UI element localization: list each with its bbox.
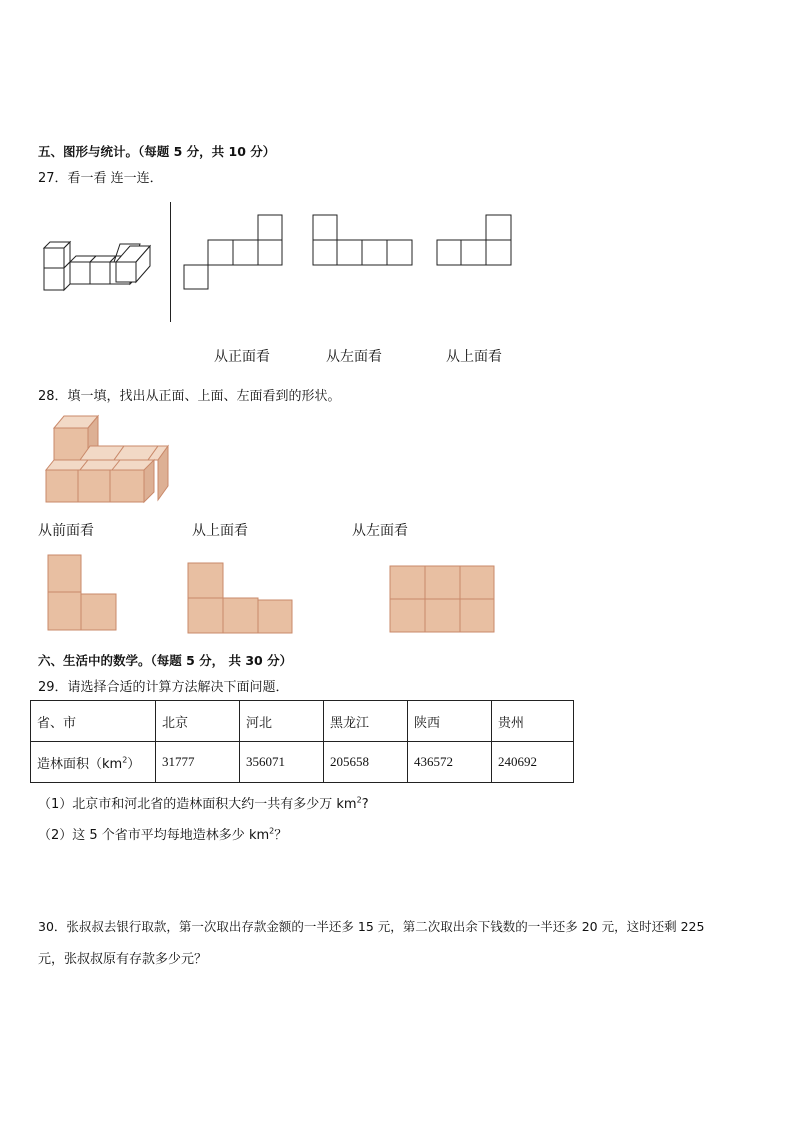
view-label-top: 从上面看 [446, 349, 502, 365]
q28-answer-top [187, 562, 295, 634]
q27-view-shape-1 [183, 214, 283, 290]
q28-label-top: 从上面看 [192, 523, 248, 539]
q28-answer-left [389, 565, 497, 635]
value-cell: 240692 [492, 742, 574, 783]
header-cell: 省、市 [31, 701, 156, 742]
q28-label-left: 从左面看 [352, 523, 408, 539]
afforestation-table [30, 700, 574, 783]
header-cell: 黑龙江 [324, 701, 408, 742]
q29-subquestion-1: （1）北京市和河北省的造林面积大约一共有多少万 $km^2$? [38, 795, 369, 812]
q28-answer-front [47, 554, 119, 632]
table-header-row [31, 701, 574, 742]
question-29-text: 29．请选择合适的计算方法解决下面问题． [38, 680, 289, 695]
value-cell: 31777 [156, 742, 240, 783]
value-cell: 436572 [408, 742, 492, 783]
value-cell: 205658 [324, 742, 408, 783]
q28-label-front: 从前面看 [38, 523, 94, 539]
question-28-text: 28．填一填，找出从正面、上面、左面看到的形状。 [38, 389, 341, 404]
header-cell: 陕西 [408, 701, 492, 742]
q27-3d-figure [40, 238, 160, 294]
q29-subquestion-2: （2）这 5 个省市平均每地造林多少 $km^2$？ [38, 826, 288, 843]
question-30-line-1: 30．张叔叔去银行取款，第一次取出存款金额的一半还多 15 元，第二次取出余下钱数的一半还多 20 元，这时还剩 225 [38, 919, 705, 934]
header-cell: 北京 [156, 701, 240, 742]
question-27-text: 27．看一看 连一连． [38, 171, 163, 186]
section-5-title: 五、图形与统计。（每题 5 分，共 10 分） [38, 144, 276, 159]
value-cell: 356071 [240, 742, 324, 783]
header-cell: 河北 [240, 701, 324, 742]
q27-view-shape-3 [436, 214, 514, 266]
header-cell: 贵州 [492, 701, 574, 742]
view-label-left: 从左面看 [326, 349, 382, 365]
view-label-front: 从正面看 [214, 349, 270, 365]
q27-view-shape-2 [312, 214, 414, 266]
q28-3d-cubes [44, 414, 170, 504]
table-row [31, 742, 574, 783]
question-30-line-2: 元，张叔叔原有存款多少元？ [38, 952, 208, 967]
vertical-divider [170, 202, 171, 322]
section-6-title: 六、生活中的数学。（每题 5 分， 共 30 分） [38, 653, 293, 668]
row-label-cell: 造林面积$(km^2)$ [31, 742, 156, 783]
